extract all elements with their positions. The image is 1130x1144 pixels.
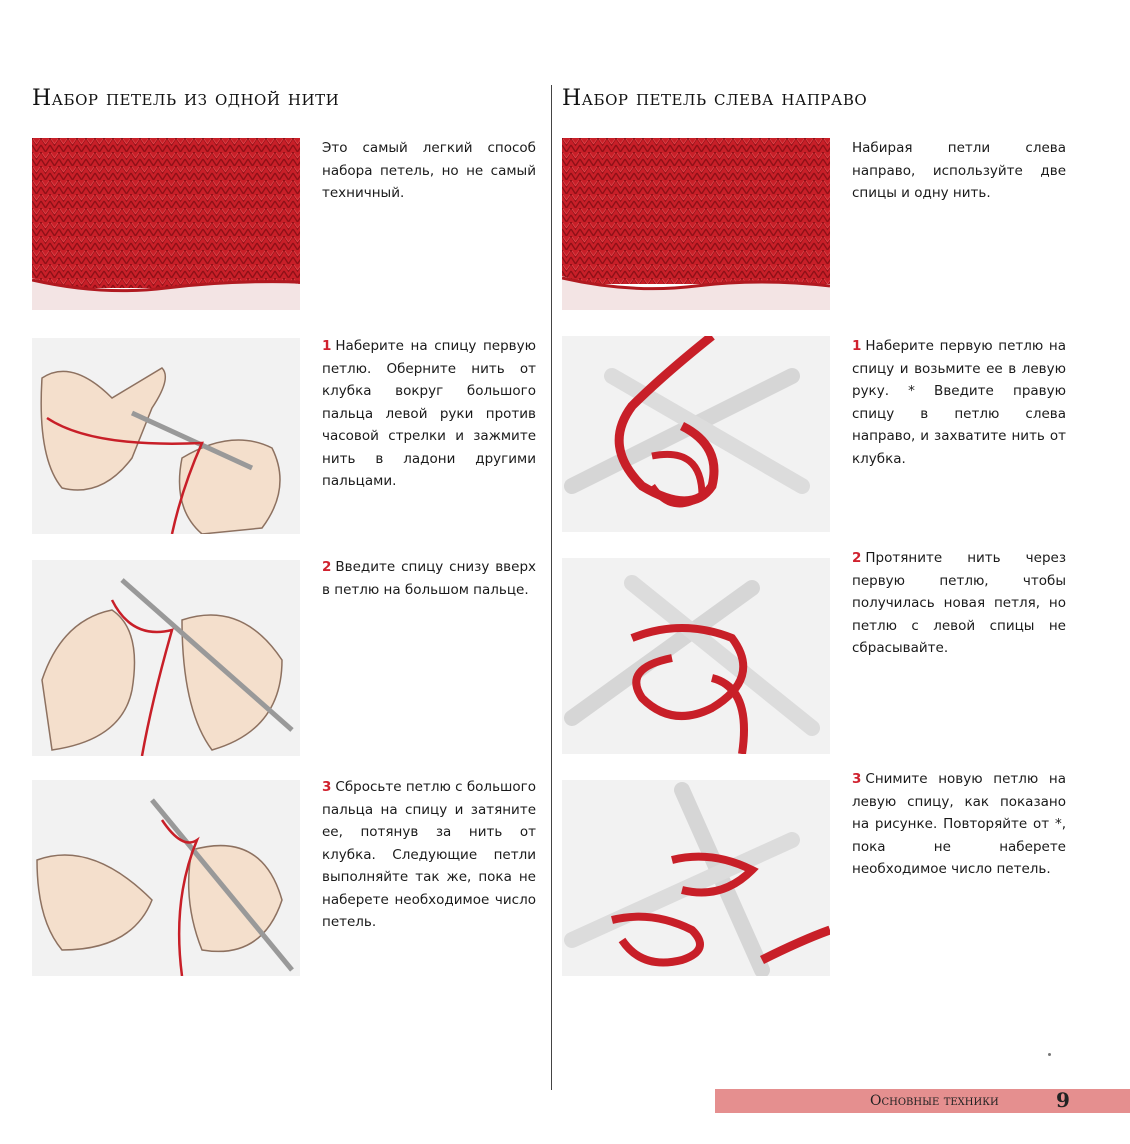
- step-text: Введите спицу снизу вверх в петлю на большом пальце.: [322, 559, 536, 598]
- print-speck: [1048, 1053, 1051, 1056]
- left-column: [32, 0, 552, 1144]
- knit-swatch-image: [562, 138, 830, 310]
- intro-text-right: Набирая петли слева направо, используйте две спицы и одну нить.: [852, 140, 1066, 201]
- intro-text-left: Это самый легкий способ набора петель, но не самый техничный.: [322, 140, 536, 201]
- step-number: 3: [322, 779, 332, 795]
- step-3-hands-image: [32, 780, 300, 976]
- step-number: 1: [852, 338, 862, 354]
- section-heading-left: Набор петель из одной нити: [32, 86, 340, 111]
- step-1-text-right: [852, 335, 1066, 470]
- step-text: Наберите первую петлю на спицу и возьмите ее в левую руку. * Введите правую спицу в петлю слева направо, и захватите нить от клубка.: [852, 338, 1066, 467]
- step-2-needles-image: [562, 558, 830, 754]
- step-text: Сбросьте петлю с большого пальца на спицу и затяните ее, потянув за нить от клубка. Следующие петли выполняйте так же, пока не наберете необходимое число петель.: [322, 779, 536, 930]
- step-1-needles-image: [562, 336, 830, 532]
- step-text: Снимите новую петлю на левую спицу, как показано на рисунке. Повторяйте от *, пока не наберете необходимое число петель.: [852, 771, 1066, 877]
- step-number: 1: [322, 338, 332, 354]
- knit-swatch-image: [32, 138, 300, 310]
- step-number: 2: [852, 550, 862, 566]
- footer-section-label: Основные техники: [870, 1093, 999, 1109]
- step-text: Протяните нить через первую петлю, чтобы получилась новая петля, но петлю с левой спицы не сбрасывайте.: [852, 550, 1066, 656]
- step-3-text-left: [322, 776, 536, 934]
- step-3-needles-image: [562, 780, 830, 976]
- step-text: Наберите на спицу первую петлю. Оберните нить от клубка вокруг большого пальца левой руки против часовой стрелки и зажмите нить в ладони другими пальцами.: [322, 338, 536, 489]
- step-1-hands-image: [32, 338, 300, 534]
- step-2-hands-image: [32, 560, 300, 756]
- step-1-text-left: [322, 335, 536, 493]
- right-column: [562, 0, 1082, 1144]
- step-number: 3: [852, 771, 862, 787]
- page-number: 9: [1056, 1088, 1070, 1112]
- step-3-text-right: [852, 768, 1066, 881]
- column-divider: [551, 85, 552, 1090]
- section-heading-right: Набор петель слева направо: [562, 86, 868, 111]
- step-2-text-right: [852, 547, 1066, 660]
- step-2-text-left: [322, 556, 536, 601]
- step-number: 2: [322, 559, 332, 575]
